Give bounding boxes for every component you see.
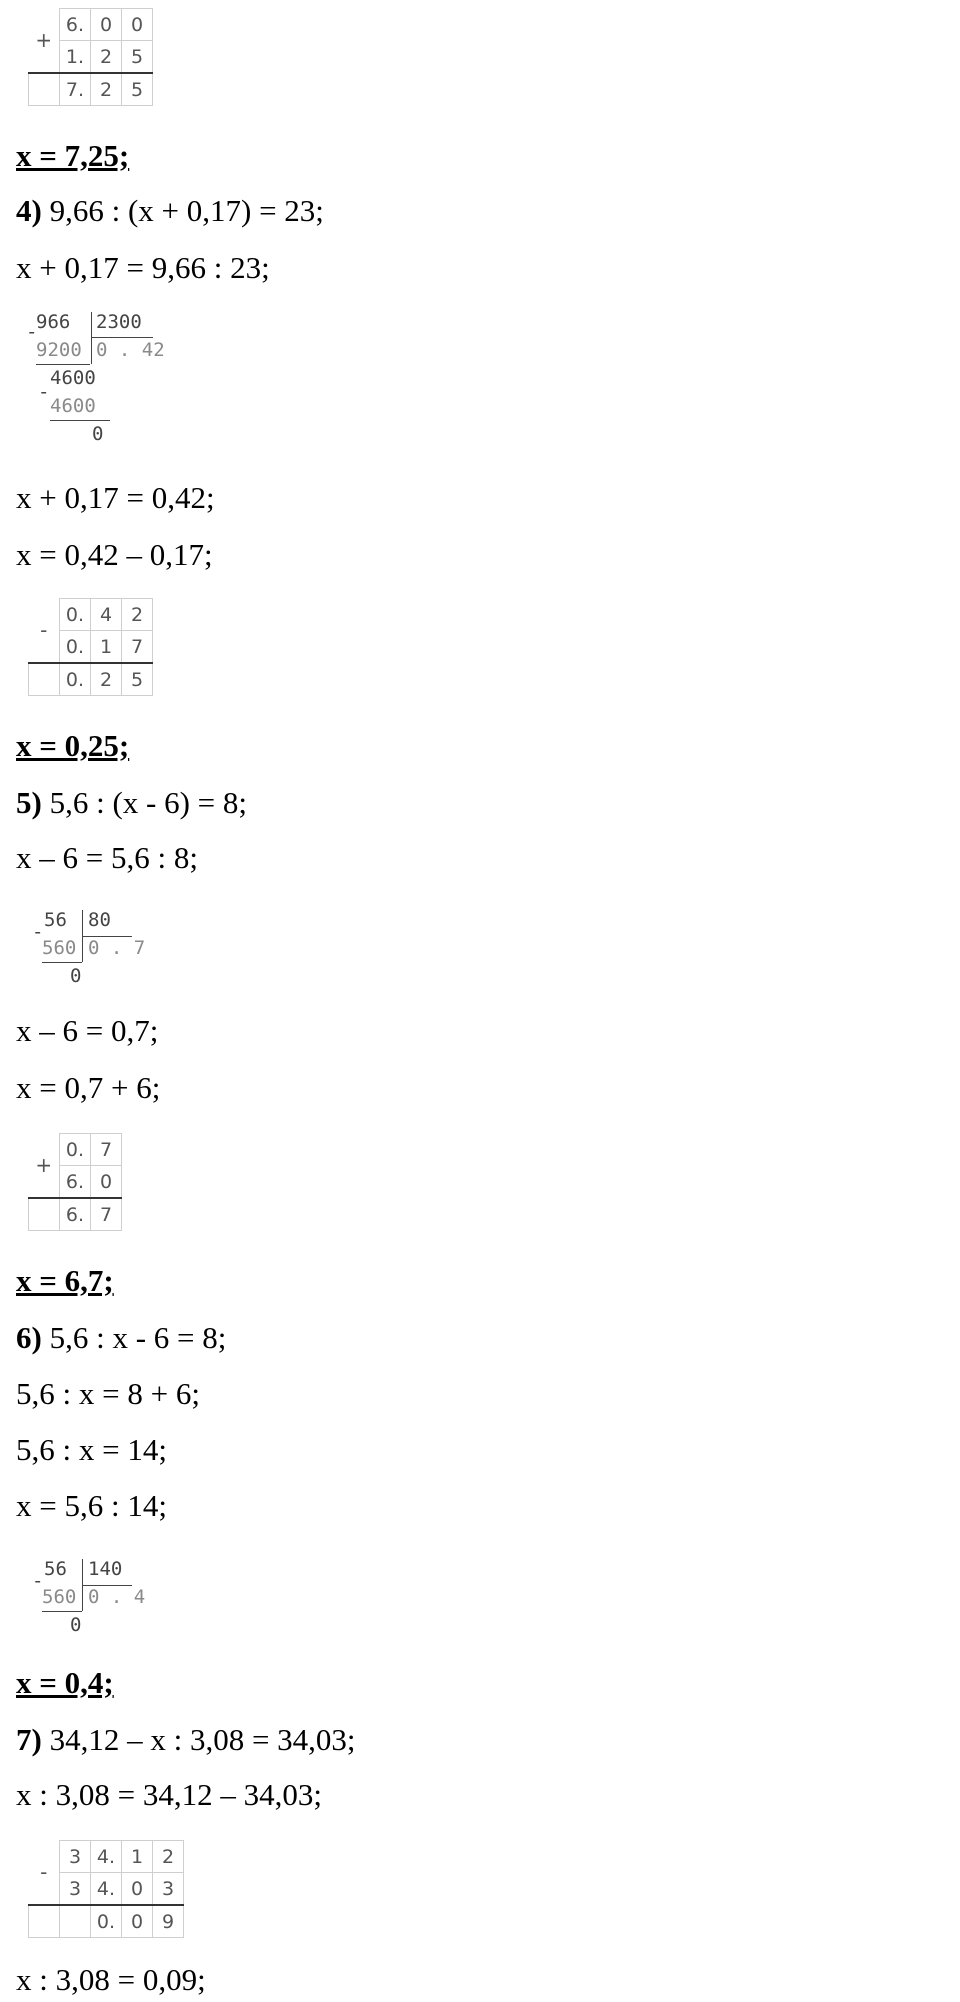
cell: 3	[60, 1841, 91, 1873]
problem-7	[16, 1722, 356, 1758]
problem-number: 5)	[16, 785, 42, 820]
cell: 5	[122, 73, 153, 106]
remainder: 0	[70, 965, 82, 987]
cell: 2	[153, 1841, 184, 1873]
cell: 4	[91, 599, 122, 631]
cell: 6.	[60, 9, 91, 41]
cell: 7	[91, 1198, 122, 1231]
cell: 2	[91, 663, 122, 696]
problem-equation: 34,12 – x : 3,08 = 34,03;	[41, 1722, 356, 1757]
subtrahend: 560	[42, 1586, 77, 1608]
step-line: x : 3,08 = 34,12 – 34,03;	[16, 1777, 322, 1812]
step-line: x + 0,17 = 9,66 : 23;	[16, 250, 270, 285]
remainder: 0	[92, 423, 104, 445]
cell: 4.	[91, 1873, 122, 1906]
quotient: 0 . 4	[88, 1586, 146, 1608]
cell: 6.	[60, 1198, 91, 1231]
step-line: x = 0,7 + 6;	[16, 1070, 161, 1105]
step-line: 5,6 : x = 8 + 6;	[16, 1376, 200, 1411]
cell: 0.	[60, 599, 91, 631]
problem-4	[16, 193, 324, 229]
cell: 7.	[60, 73, 91, 106]
remainder: 0	[70, 1614, 82, 1636]
problem-5	[16, 785, 247, 821]
step-line: x = 0,42 – 0,17;	[16, 537, 213, 572]
subtraction-table-4	[28, 1840, 184, 1938]
step-line: x = 5,6 : 14;	[16, 1488, 167, 1523]
cell	[29, 663, 60, 696]
cell: 0	[122, 9, 153, 41]
subtraction-table-2	[28, 598, 153, 696]
long-division-4	[26, 310, 166, 460]
cell: 6.	[60, 1166, 91, 1199]
cell: 1	[91, 631, 122, 664]
answer-line: x = 7,25;	[16, 138, 130, 173]
minus-sign: -	[29, 1841, 60, 1906]
quotient: 0 . 42	[96, 339, 165, 361]
step-line: x + 0,17 = 0,42;	[16, 480, 215, 515]
long-division-5	[32, 908, 146, 988]
cell: 0	[122, 1873, 153, 1906]
step-line: x : 3,08 = 0,09;	[16, 1962, 206, 1997]
cell: 3	[153, 1873, 184, 1906]
step-line: x – 6 = 0,7;	[16, 1013, 159, 1048]
addition-table-1	[28, 8, 153, 106]
step-line: 5,6 : x = 14;	[16, 1432, 167, 1467]
cell: 0.	[60, 663, 91, 696]
cell: 3	[60, 1873, 91, 1906]
cell: 5	[122, 41, 153, 74]
cell: 7	[122, 631, 153, 664]
cell: 2	[91, 73, 122, 106]
cell: 5	[122, 663, 153, 696]
cell: 0.	[60, 1134, 91, 1166]
subtrahend: 4600	[50, 395, 96, 417]
problem-number: 7)	[16, 1722, 42, 1757]
divisor: 140	[88, 1558, 123, 1580]
quotient: 0 . 7	[88, 937, 146, 959]
problem-number: 6)	[16, 1320, 42, 1355]
cell: 0	[91, 1166, 122, 1199]
long-division-6	[32, 1557, 152, 1637]
minus-sign: -	[32, 921, 44, 943]
cell: 4.	[91, 1841, 122, 1873]
minus-sign: -	[32, 1570, 44, 1592]
problem-number: 4)	[16, 193, 42, 228]
cell	[29, 73, 60, 106]
cell: 2	[91, 41, 122, 74]
plus-sign: +	[29, 1134, 60, 1199]
problem-equation: 5,6 : (x - 6) = 8;	[41, 785, 248, 820]
subtrahend: 560	[42, 937, 77, 959]
cell: 7	[91, 1134, 122, 1166]
cell: 0	[122, 1905, 153, 1938]
answer-line: x = 0,4;	[16, 1665, 114, 1700]
dividend: 56	[44, 909, 67, 931]
minus-sign: -	[38, 381, 50, 403]
remainder: 4600	[50, 367, 96, 389]
cell: 0.	[60, 631, 91, 664]
cell	[29, 1198, 60, 1231]
answer-line: x = 0,25;	[16, 728, 130, 763]
cell: 0	[91, 9, 122, 41]
cell: 2	[122, 599, 153, 631]
plus-sign: +	[29, 9, 60, 74]
answer-line: x = 6,7;	[16, 1263, 114, 1298]
cell	[29, 1905, 60, 1938]
subtrahend: 9200	[36, 339, 82, 361]
divisor: 2300	[96, 311, 142, 333]
cell	[60, 1905, 91, 1938]
cell: 9	[153, 1905, 184, 1938]
dividend: 966	[36, 311, 71, 333]
problem-6	[16, 1320, 226, 1356]
cell: 0.	[91, 1905, 122, 1938]
cell: 1	[122, 1841, 153, 1873]
cell: 1.	[60, 41, 91, 74]
step-line: x – 6 = 5,6 : 8;	[16, 840, 198, 875]
minus-sign: -	[29, 599, 60, 664]
addition-table-3	[28, 1133, 122, 1231]
dividend: 56	[44, 1558, 67, 1580]
problem-equation: 5,6 : x - 6 = 8;	[41, 1320, 227, 1355]
divisor: 80	[88, 909, 111, 931]
minus-sign: -	[26, 321, 38, 343]
problem-equation: 9,66 : (x + 0,17) = 23;	[41, 193, 324, 228]
